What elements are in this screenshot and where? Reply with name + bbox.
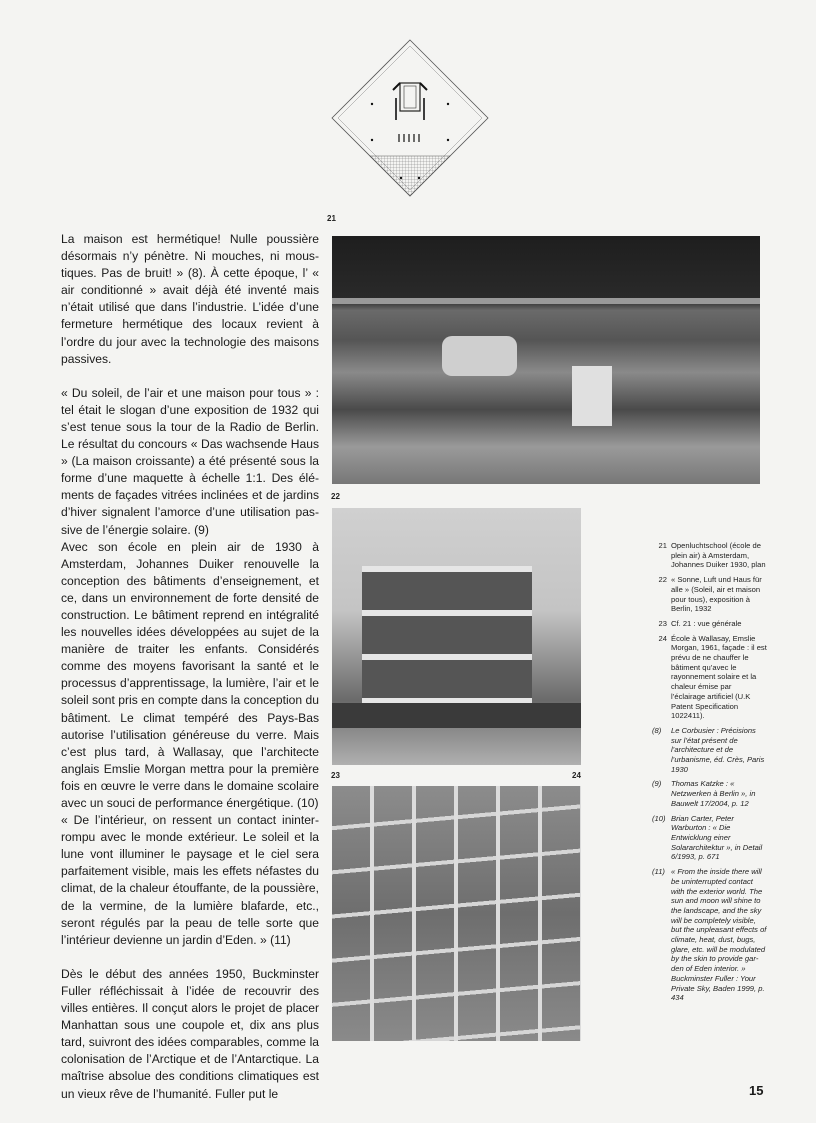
floor-plan-drawing xyxy=(330,38,490,198)
footnote-10: (10) Brian Carter, Peter Warburton : « Die Entwicklung einer Solararchitektur », in Detail 6/1993, p. 671 xyxy=(652,813,763,862)
paragraph-3: Avec son école en plein air de 1930 à Amsterdam, Johannes Duiker renouvelle la conception des bâtiments d’enseignement, et ce, dans un environnement de forte densité de construction. Le bâtiment reprend en intégralité les nouvelles idées développées au sujet de la manière de traiter les enfants. Considérés comme des moyens favorisant la santé et le processus d’apprentissage, la lumière, l’air et le soleil sont pris en compte dans la conception du bâtiment. Le climat tempéré des Pays-Bas autorise l’utilisation généreuse du verre. Mais c’est plus tard, à Wallasay, que l’architecte anglais Emslie Morgan mettra pour la première fois en œuvre le verre dans le domaine scolaire avec un souci de performance énergétique. (10) xyxy=(61,539,319,810)
figure-22-label: 22 xyxy=(331,492,340,501)
figure-22-photo xyxy=(332,236,760,484)
captions-column xyxy=(652,541,767,1008)
page-number: 15 xyxy=(749,1083,764,1098)
paragraph-2: « Du soleil, de l’air et une maison pour tous » : tel était le slogan d’une exposition de 1932 qui s’est tenue sous la tour de la Radio de Berlin. Le résultat du concours « Das wachsende Haus » (La maison croissante) a été présenté sous la forme d’une maquette à échelle 1:1. Des éléments de façades vitrées inclinées et de jardins d’hiver signalent l’amorce d’une utilisation passive de l’énergie solaire. (9) xyxy=(61,385,319,537)
paragraph-5: Dès le début des années 1950, Buckminster Fuller réfléchissait à l’idée de recouvrir des villes entières. Il conçut alors le projet de placer Manhattan sous une coupole et, dix ans plus tard, suivront des idées comparables, comme la colonisation de l’Arctique et de l’Antarctique. La maîtrise absolue des conditions climatiques est un vieux rêve de l’humanité. Fuller put le xyxy=(61,966,319,1101)
footnote-11: (11) « From the inside there will be uninterrupted contact with the exterior world. The sun and moon will shine to the landscape, and the sky will be completely visible, but the unpleasant effects of climate, heat, dust, bugs, glare, etc. will be modulated by the skin to provide garden of Eden interior. » Buckminster Fuller : Your Private Sky, Baden 1999, p. 434 xyxy=(652,867,767,1003)
footnote-9: (9) Thomas Katzke : « Netzwerken à Berlin », in Bauwelt 17/2004, p. 12 xyxy=(652,779,756,808)
caption-21: 21 Openluchtschool (école de plein air) à Amsterdam, Johannes Duiker 1930, plan xyxy=(658,541,766,570)
caption-24: 24 École à Wallasay, Emslie Morgan, 1961, façade : il est prévu de ne chauffer le bâtiment qu’avec le rayonnement solaire et la chaleur émise par l’éclairage artificiel (U.K Patent Specification 1022411). xyxy=(658,633,767,721)
figure-24-label: 24 xyxy=(572,771,581,780)
elevated-walkway xyxy=(332,298,760,304)
paragraph-4: « De l’intérieur, on ressent un contact ininterrompu avec le monde extérieur. Le soleil et la lune vont illuminer le paysage et le ciel sera parfaitement visible, mais les effets néfastes du climat, de la chaleur étouffante, de la poussière, de la vermine, de la lumière blafarde, etc., seront régulés par la peau de telle sorte que l’intérieur devienne un jardin d’Eden. » (11) xyxy=(61,813,319,947)
footnote-8: (8) Le Corbusier : Précisions sur l’état présent de l’architecture et de l’urbanisme, éd. Crès, Paris 1930 xyxy=(652,725,765,774)
hedge xyxy=(332,703,581,728)
caption-23: 23 Cf. 21 : vue générale xyxy=(658,618,742,628)
building-floors xyxy=(362,566,532,706)
round-pavilion xyxy=(442,336,517,376)
figure-24-photo xyxy=(332,786,581,1041)
caption-22: 22 « Sonne, Luft und Haus für alle » (Soleil, air et maison pour tous), exposition à Berlin, 1932 xyxy=(658,575,762,614)
paragraph-1: La maison est hermétique! Nulle poussière désormais n’y pénètre. Ni mouches, ni moustiques. Pas de bruit! » (8). À cette époque, l’ « air conditionné » avait déjà été inventé mais n’était utilisé que dans l’industrie. L’idée d’une fermeture hermétique des locaux revient à l’ordre du jour avec la technologie des maisons passives. xyxy=(61,232,319,366)
body-text-column xyxy=(61,231,319,1103)
figure-21-label: 21 xyxy=(327,214,336,223)
figure-23-photo xyxy=(332,508,581,765)
figure-21-plan xyxy=(330,38,490,198)
white-house xyxy=(572,366,612,426)
figure-23-label: 23 xyxy=(331,771,340,780)
